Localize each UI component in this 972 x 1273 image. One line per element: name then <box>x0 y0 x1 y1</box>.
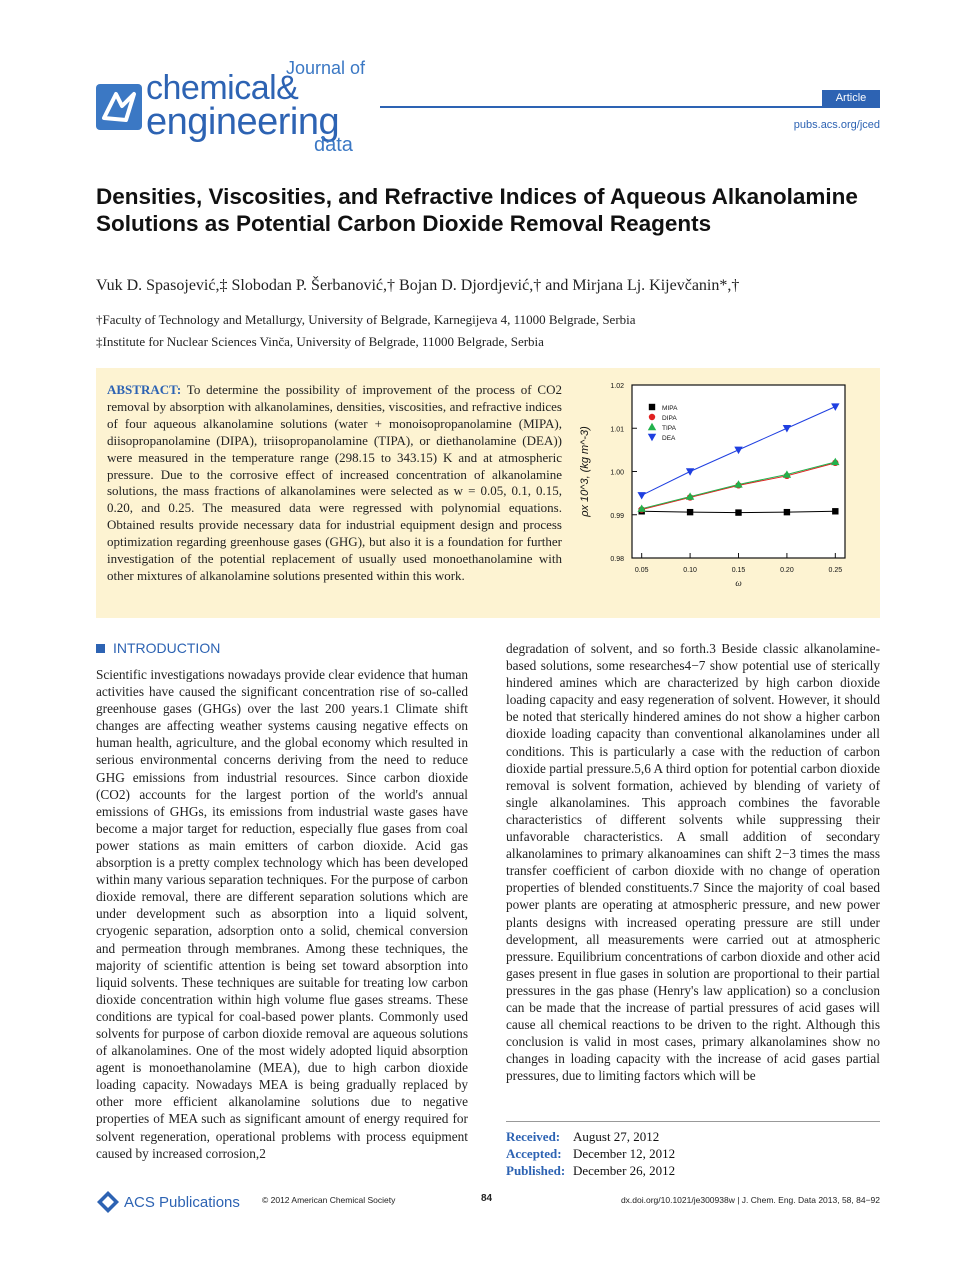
affiliation-1: †Faculty of Technology and Metallurgy, University of Belgrade, Karnegijeva 4, 11000 Belgrade, Serbia <box>96 312 636 327</box>
journal-logo-icon <box>96 84 142 130</box>
legend-label-mipa: MIPA <box>662 405 678 412</box>
journal-name-data: data <box>314 134 353 156</box>
journal-name-chem: chemical& <box>146 69 299 107</box>
legend-marker-dipa <box>649 414 655 420</box>
abstract-text: To determine the possibility of improvement of the process of CO2 removal by absorption with alkanolamines, densities, viscosities, and refractive indices of four aqueous alkanolamine solutions (water + monoisopropanolamine (MIPA), diisopropanolamine (DIPA), triisopropanolamine (TIPA), or diethanolamine (DEA)) were measured in the temperature range (298.15 to 343.15) K and at atmospheric pressure. Due to the corrosive effect of increased concentration of alkanolamine solutions, the mass fractions of alkanolamines were selected as w = 0.05, 0.1, 0.15, 0.20, and 0.25. The measured data were regressed with polynomial equations. Obtained results provide necessary data for industrial equipment design and process optimization regarding greenhouse gases (GHG), but also it is a foundation for further investigation of the potential replacement of usually used monoethanolamine with other mixtures of alkanolamine solutions presented within this work. <box>107 382 562 583</box>
data-point-mipa <box>784 509 790 515</box>
copyright: © 2012 American Chemical Society <box>262 1195 396 1205</box>
x-tick-label: 0.25 <box>828 567 843 574</box>
abstract-label: ABSTRACT: <box>107 382 182 397</box>
received-date: August 27, 2012 <box>573 1129 660 1144</box>
legend-marker-mipa <box>649 404 655 410</box>
header-rule <box>380 106 880 108</box>
data-point-mipa <box>832 508 838 514</box>
y-tick-label: 1.02 <box>610 383 624 390</box>
page-number: 84 <box>481 1193 493 1204</box>
journal-name-top: Journal of <box>286 58 366 78</box>
y-tick-label: 1.01 <box>610 426 624 434</box>
section-heading-introduction <box>96 640 220 656</box>
intro-paragraph-2: degradation of solvent, and so forth.3 Beside classic alkanolamine-based solutions, some researches4−7 show potential use of sterically hindered amines which are characterized by high carbon dioxide loading capacity and easy regeneration of solvent. However, it should be noted that sterically hindered amines do not show a higher carbon dioxide loading capacity than conventional alkanolamines under all conditions. This is particularly a case with the reduction of carbon dioxide partial pressure.5,6 A third option for potential carbon dioxide removal is solvent formation, achieved by blending of variety of single alkanolamines. This approach combines the favorable characteristics of different solvents while suppressing their unfavorable characteristics. A small addition of secondary alkanolamines to primary alkanoamines can shift 2−3 times the mass transfer coefficient of carbon dioxide with no change of operation properties of blended constituents.7 Since the majority of coal based power plants are operating at atmospheric pressure, and new power plants designs with increased operating pressure are still under development, all measurements were carried out at atmospheric pressure. Equilibrium concentrations of carbon dioxide and other acid gases present in flue gases in solution are proportional to their partial pressures in the gas phase (Henry's law application) so a conclusion can be made that the increase of partial pressures of acid gases will cause all chemical reactions to be driven to the right. Although this conclusion is valid in most cases, primary alkanolamines show no changes in loading capacity with the increase of acid gases partial pressures, due to limiting factors which will be <box>506 641 880 1084</box>
intro-column-1 <box>96 666 468 1162</box>
received-row <box>506 1128 880 1145</box>
affiliation-2: ‡Institute for Nuclear Sciences Vinča, University of Belgrade, 11000 Belgrade, Serbia <box>96 334 544 349</box>
dates-rule <box>506 1121 880 1122</box>
published-date: December 26, 2012 <box>573 1163 676 1178</box>
y-axis-label: ρx 10^3, (kg m^-3) <box>579 426 591 517</box>
section-heading-text: INTRODUCTION <box>113 640 221 656</box>
legend-label-dea: DEA <box>662 435 676 442</box>
density-chart-svg <box>570 373 875 613</box>
intro-paragraph-1: Scientific investigations nowadays provide clear evidence that human activities have caused the significant concentration rise of so-called greenhouse gases (GHGs) over the last 200 years.1 Climate shift changes are affecting weather systems causing negative effects on human health, agriculture, and the global economy which resulted in serious environmental concerns deriving from the need to reduce GHG emissions from industrial resources. Since carbon dioxide (CO2) accounts for the largest portion of the world's annual emissions of GHGs, its emissions from industrial waste gases have become a major target for reduction, especially flue gases from coal power stations as main emitters of carbon dioxide. Acid gas absorption is a pretty complex technology which has been developed within many various separation techniques. For the purpose of carbon dioxide removal, there are different separation solutions which are under development such as absorption into a liquid solvent, cryogenic separation, adsorption onto a solid, chemical conversion and permeation through membranes. Among these techniques, the majority of scientific attention is being set toward absorption into liquid solvents. These techniques are suitable for treating low carbon dioxide concentration within high volume flue gases streams. These conditions are typical for coal-based power plants. Commonly used solvents for purpose of carbon dioxide removal are aqueous solutions of alkanolamines. One of the most widely adopted liquid absorption agent is monoethanolamine (MEA), due to high carbon dioxide loading capacity. Nowadays MEA is being gradually replaced by other more efficient alkanolamine solutions due to negative properties of MEA such as significant amount of energy required for solvent regeneration, operational problems with process equipment caused by increased corrosion,2 <box>96 667 468 1161</box>
y-tick-label: 1.00 <box>610 469 624 477</box>
journal-logo <box>96 58 396 158</box>
accepted-row <box>506 1145 880 1162</box>
doi-citation[interactable]: dx.doi.org/10.1021/je300938w | J. Chem. Eng. Data 2013, 58, 84−92 <box>620 1195 880 1205</box>
accepted-label: Accepted: <box>506 1146 562 1161</box>
legend-label-dipa: DIPA <box>662 415 677 422</box>
journal-name-eng: engineering <box>146 101 340 143</box>
density-chart <box>570 373 875 613</box>
authors: Vuk D. Spasojević,‡ Slobodan P. Šerbanović,† Bojan D. Djordjević,† and Mirjana Lj. Kijevčanin*,† <box>96 277 740 294</box>
accepted-date: December 12, 2012 <box>573 1146 676 1161</box>
y-tick-label: 0.99 <box>610 512 624 520</box>
acs-publications: ACS Publications <box>124 1194 240 1211</box>
y-tick-label: 0.98 <box>610 556 624 563</box>
x-axis-label: ω <box>735 578 742 588</box>
journal-url-link[interactable]: pubs.acs.org/jced <box>793 119 880 131</box>
paper-title: Densities, Viscosities, and Refractive Indices of Aqueous Alkanolamine Solutions as Potential Carbon Dioxide Removal Reagents <box>96 184 858 236</box>
x-tick-label: 0.20 <box>780 567 794 574</box>
section-square-icon <box>96 644 105 653</box>
legend-label-tipa: TIPA <box>662 425 676 432</box>
published-row <box>506 1162 880 1179</box>
publication-dates <box>506 1128 880 1179</box>
x-tick-label: 0.05 <box>634 567 649 574</box>
abstract <box>107 382 562 585</box>
x-tick-label: 0.15 <box>731 567 746 574</box>
published-label: Published: <box>506 1163 566 1178</box>
data-point-mipa <box>735 509 741 515</box>
data-point-mipa <box>687 509 693 515</box>
x-tick-label: 0.10 <box>683 567 697 574</box>
article-badge: Article <box>822 90 880 107</box>
intro-column-2 <box>506 640 880 1084</box>
acs-logo-icon <box>96 1190 120 1214</box>
received-label: Received: <box>506 1129 561 1144</box>
